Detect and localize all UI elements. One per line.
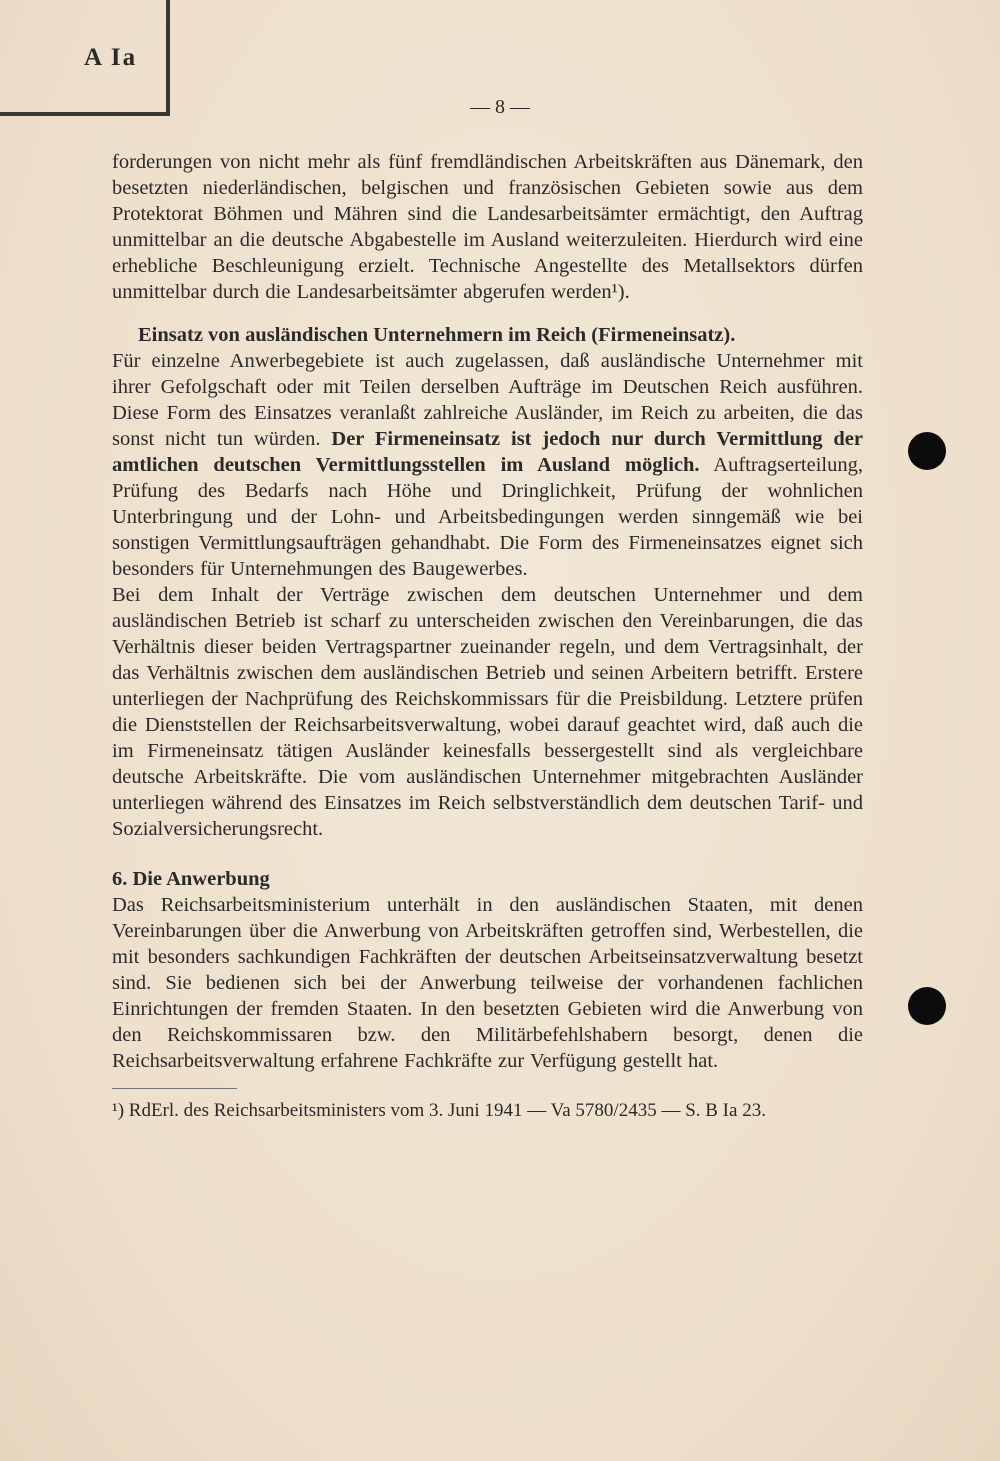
main-text <box>112 149 863 1122</box>
paragraph-1: forderungen von nicht mehr als fünf fremdländischen Arbeitskräften aus Dänemark, den besetzten niederländischen, belgischen und französischen Gebieten sowie aus dem Protektorat Böhmen und Mähren sind die Landesarbeitsämter ermächtigt, den Auftrag unmittelbar an die deutsche Abgabestelle im Ausland weiterzuleiten. Hierdurch wird eine erhebliche Beschleunigung erzielt. Technische Angestellte des Metallsektors dürfen unmittelbar durch die Landesarbeitsämter abgerufen werden¹). <box>112 151 863 303</box>
subsection-heading-firmeneinsatz: Einsatz von ausländischen Unternehmern im Reich (Firmeneinsatz). <box>138 324 736 346</box>
section-heading-anwerbung: 6. Die Anwerbung <box>112 868 270 890</box>
paragraph-3: Bei dem Inhalt der Verträge zwischen dem deutschen Unternehmer und dem ausländischen Betrieb ist scharf zu unterscheiden zwischen den Vereinbarungen, die das Verhältnis dieser beiden Vertragspartner zueinander regeln, und dem Vertragsinhalt, der das Verhältnis zwischen dem ausländischen Betrieb und seinen Arbeitern betrifft. Erstere unterliegen der Nachprüfung des Reichskommissars für die Preisbildung. Letztere prüfen die Dienststellen der Reichsarbeitsverwaltung, wobei darauf geachtet wird, daß auch die im Firmeneinsatz tätigen Ausländer keinesfalls bessergestellt sind als vergleichbare deutsche Arbeitskräfte. Die vom ausländischen Unternehmer mitgebrachten Ausländer unterliegen während des Einsatzes im Reich selbstverständlich dem deutschen Tarif- und Sozialversicherungsrecht. <box>112 584 863 840</box>
punch-hole-upper <box>908 432 946 470</box>
footnote: ¹) RdErl. des Reichsarbeitsministers vom 3. Juni 1941 — Va 5780/2435 — S. B Ia 23. <box>112 1100 766 1121</box>
page-number: — 8 — <box>470 96 530 118</box>
footnote-divider <box>112 1088 237 1089</box>
bold-emphasis: Der Firmeneinsatz ist jedoch nur durch Vermittlung der amtlichen deutschen Vermittlungsstellen im Ausland möglich. <box>112 428 863 476</box>
section-marker-label: A Ia <box>84 44 138 71</box>
paragraph-4: Das Reichsarbeitsministerium unterhält in den ausländischen Staaten, mit denen Vereinbarungen über die Anwerbung von Arbeitskräften getroffen sind, Werbestellen, die mit besonders sachkundigen Fachkräften der deutschen Arbeitseinsatzverwaltung besetzt sind. Sie bedienen sich bei der Anwerbung teilweise der vorhandenen fachlichen Einrichtungen der fremden Staaten. In den besetzten Gebieten wird die Anwerbung von den Reichskommissaren bzw. den Militärbefehlshabern besorgt, denen die Reichsarbeitsverwaltung erfahrene Fachkräfte zur Verfügung gestellt hat. <box>112 894 863 1072</box>
punch-hole-lower <box>908 987 946 1025</box>
paragraph-2: Für einzelne Anwerbegebiete ist auch zugelassen, daß ausländische Unternehmer mit ihrer Gefolgschaft oder mit Teilen derselben Aufträge im Deutschen Reich ausführen. Diese Form des Einsatzes veranlaßt zahlreiche Ausländer, im Reich zu arbeiten, die das sonst nicht tun würden. Der Firmeneinsatz ist jedoch nur durch Vermittlung der amtlichen deutschen Vermittlungsstellen im Ausland möglich. Auftragserteilung, Prüfung des Bedarfs nach Höhe und Dringlichkeit, Prüfung der wohnlichen Unterbringung und der Lohn- und Arbeitsbedingungen werden sinngemäß wie bei sonstigen Vermittlungsaufträgen gehandhabt. Die Form des Firmeneinsatzes eignet sich besonders für Unternehmungen des Baugewerbes. <box>112 350 863 580</box>
